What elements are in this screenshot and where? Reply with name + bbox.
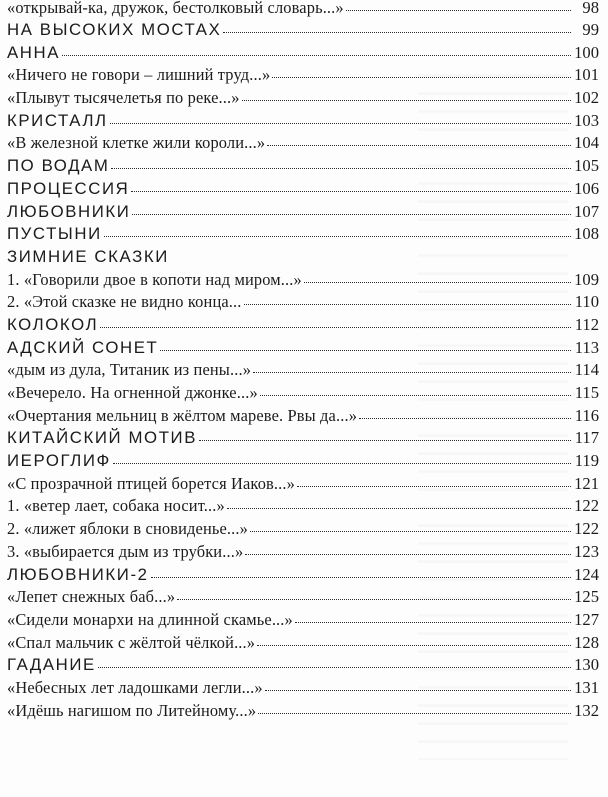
dot-leader bbox=[304, 282, 571, 283]
toc-entry-page-number: 102 bbox=[574, 88, 599, 108]
toc-entry bbox=[7, 405, 599, 431]
dot-leader bbox=[258, 713, 571, 714]
toc-entry bbox=[7, 632, 599, 658]
toc-entry-page-number: 131 bbox=[574, 677, 599, 697]
toc-entry bbox=[7, 657, 599, 680]
toc-entry-page-number: 109 bbox=[574, 269, 599, 289]
toc-entry-page-number: 103 bbox=[574, 110, 599, 130]
toc-entry-page-number: 127 bbox=[574, 609, 599, 629]
toc-entry bbox=[7, 564, 599, 590]
toc-entry-page-number: 113 bbox=[574, 337, 599, 357]
toc-entry-title: 2. «лижет яблоки в сновиденье...» bbox=[7, 519, 249, 539]
toc-entry-title: ЛЮБОВНИКИ bbox=[7, 201, 131, 221]
toc-entry bbox=[7, 700, 599, 726]
toc-entry bbox=[7, 246, 599, 272]
toc-entry-title: «Сидели монархи на длинной скамье...» bbox=[7, 609, 293, 629]
toc-entry-title: «дым из дула, Титаник из пены...» bbox=[7, 360, 252, 380]
toc-entry bbox=[7, 90, 599, 113]
dot-leader bbox=[199, 440, 571, 441]
toc-entry bbox=[7, 226, 599, 249]
toc-entry bbox=[7, 110, 599, 136]
toc-entry bbox=[7, 294, 599, 317]
toc-entry-title: ИЕРОГЛИФ bbox=[7, 451, 111, 471]
toc-entry-page-number: 110 bbox=[574, 292, 599, 312]
toc-entry bbox=[7, 589, 599, 612]
dot-leader bbox=[244, 304, 571, 305]
dot-leader bbox=[250, 531, 571, 532]
toc-entry-title: ПРОЦЕССИЯ bbox=[7, 178, 130, 198]
toc-entry-title: «Идёшь нагишом по Литейному...» bbox=[7, 700, 257, 720]
toc-entry-title: «Спал мальчик с жёлтой чёлкой...» bbox=[7, 632, 256, 652]
dot-leader bbox=[111, 168, 571, 169]
toc-entry bbox=[7, 158, 599, 181]
dot-leader bbox=[98, 667, 571, 668]
toc-entry-title: ЗИМНИЕ СКАЗКИ bbox=[7, 246, 169, 266]
dot-leader bbox=[132, 214, 571, 215]
toc-entry-page-number: 122 bbox=[574, 519, 599, 539]
toc-entry-title: КИТАЙСКИЙ МОТИВ bbox=[7, 428, 198, 448]
toc-entry-title: АННА bbox=[7, 42, 61, 62]
toc-entry-title: КРИСТАЛЛ bbox=[7, 110, 108, 130]
dot-leader bbox=[295, 622, 571, 623]
toc-entry-title: «Очертания мельниц в жёлтом мареве. Рвы да...» bbox=[7, 405, 358, 425]
dot-leader bbox=[113, 463, 571, 464]
toc-entry-title: АДСКИЙ СОНЕТ bbox=[7, 337, 159, 357]
toc-entry-page-number: 116 bbox=[574, 405, 599, 425]
toc-entry-page-number: 115 bbox=[574, 383, 599, 402]
toc-entry-page-number: 121 bbox=[574, 473, 599, 493]
dot-leader bbox=[253, 372, 571, 373]
toc-entry-title: 3. «выбирается дым из трубки...» bbox=[7, 541, 244, 561]
toc-entry bbox=[7, 609, 599, 635]
toc-entry-page-number: 132 bbox=[574, 700, 599, 720]
toc-entry bbox=[7, 0, 599, 22]
toc-entry-page-number: 107 bbox=[574, 201, 599, 221]
dot-leader bbox=[272, 77, 571, 78]
toc-entry-title: 1. «Говорили двое в копоти над миром...» bbox=[7, 269, 302, 289]
toc-entry-title: «открывай-ка, дружок, бестолковый словарь...» bbox=[7, 0, 344, 17]
toc-entry-title: «Вечерело. На огненной джонке...» bbox=[7, 383, 258, 402]
toc-entry-page-number: 99 bbox=[582, 20, 599, 39]
toc-entry-title: «Лепет снежных баб...» bbox=[7, 587, 176, 607]
toc-entry-page-number: 112 bbox=[574, 314, 599, 334]
dot-leader bbox=[223, 32, 571, 33]
dot-leader bbox=[227, 508, 571, 509]
toc-entry-title: 2. «Этой сказке не видно конца... bbox=[7, 292, 242, 312]
toc-entry-page-number: 124 bbox=[574, 564, 599, 584]
toc-entry-title: «Небесных лет ладошками легли...» bbox=[7, 677, 263, 697]
dot-leader bbox=[62, 55, 571, 56]
toc-entry-title: ПУСТЫНИ bbox=[7, 224, 102, 244]
dot-leader bbox=[110, 123, 571, 124]
toc-entry bbox=[7, 385, 599, 408]
toc-entry bbox=[7, 430, 599, 453]
dot-leader bbox=[257, 645, 571, 646]
toc-entry-page-number: 123 bbox=[574, 541, 599, 561]
toc-entry-title: ЛЮБОВНИКИ-2 bbox=[7, 564, 149, 584]
dot-leader bbox=[131, 191, 571, 192]
toc-entry bbox=[7, 362, 599, 385]
toc-entry bbox=[7, 521, 599, 544]
dot-leader bbox=[104, 236, 571, 237]
toc-entry bbox=[7, 337, 599, 363]
toc-entry-page-number: 106 bbox=[574, 178, 599, 198]
toc-entry-page-number: 105 bbox=[574, 156, 599, 176]
toc-entry-title: ПО ВОДАМ bbox=[7, 156, 110, 176]
toc-entry-title: 1. «ветер лает, собака носит...» bbox=[7, 496, 225, 516]
dot-leader bbox=[265, 690, 571, 691]
toc-entry-title: НА ВЫСОКИХ МОСТАХ bbox=[7, 20, 222, 39]
dot-leader bbox=[245, 554, 571, 555]
toc-entry bbox=[7, 178, 599, 204]
toc-entry-page-number: 125 bbox=[574, 587, 599, 607]
toc-entry-page-number: 108 bbox=[574, 224, 599, 244]
dot-leader bbox=[177, 599, 571, 600]
toc-entry-title: «В железной клетке жили короли...» bbox=[7, 133, 266, 153]
toc-entry bbox=[7, 269, 599, 295]
toc-entry-title: «Плывут тысячелетья по реке...» bbox=[7, 88, 240, 108]
toc-entry-page-number: 128 bbox=[574, 632, 599, 652]
toc-entry-page-number: 122 bbox=[574, 496, 599, 516]
toc-entry bbox=[7, 498, 599, 521]
toc-entry bbox=[7, 314, 599, 340]
toc-entry-title: «Ничего не говори – лишний труд...» bbox=[7, 65, 271, 85]
dot-leader bbox=[267, 145, 571, 146]
dot-leader bbox=[346, 10, 571, 11]
toc-entry bbox=[7, 22, 599, 45]
dot-leader bbox=[151, 577, 571, 578]
table-of-contents bbox=[7, 0, 599, 725]
dot-leader bbox=[242, 100, 571, 101]
toc-entry-page-number: 119 bbox=[574, 451, 599, 471]
toc-entry-page-number: 101 bbox=[574, 65, 599, 85]
toc-entry bbox=[7, 541, 599, 567]
toc-entry bbox=[7, 453, 599, 476]
dot-leader bbox=[359, 418, 571, 419]
toc-entry bbox=[7, 67, 599, 90]
toc-entry-page-number: 104 bbox=[574, 133, 599, 153]
toc-entry-page-number: 114 bbox=[574, 360, 599, 380]
toc-entry-page-number: 117 bbox=[574, 428, 599, 448]
toc-entry-page-number: 100 bbox=[574, 42, 599, 62]
dot-leader bbox=[100, 327, 571, 328]
dot-leader bbox=[297, 486, 571, 487]
toc-entry bbox=[7, 677, 599, 703]
toc-entry-page-number: 130 bbox=[574, 655, 599, 675]
toc-entry bbox=[7, 201, 599, 227]
toc-entry bbox=[7, 42, 599, 68]
toc-entry bbox=[7, 135, 599, 158]
toc-entry bbox=[7, 473, 599, 499]
dot-leader bbox=[260, 395, 571, 396]
toc-entry-page-number: 98 bbox=[582, 0, 599, 17]
toc-entry-title: ГАДАНИЕ bbox=[7, 655, 96, 675]
dot-leader bbox=[160, 350, 571, 351]
toc-entry-title: «С прозрачной птицей борется Иаков...» bbox=[7, 473, 296, 493]
toc-entry-title: КОЛОКОЛ bbox=[7, 314, 99, 334]
